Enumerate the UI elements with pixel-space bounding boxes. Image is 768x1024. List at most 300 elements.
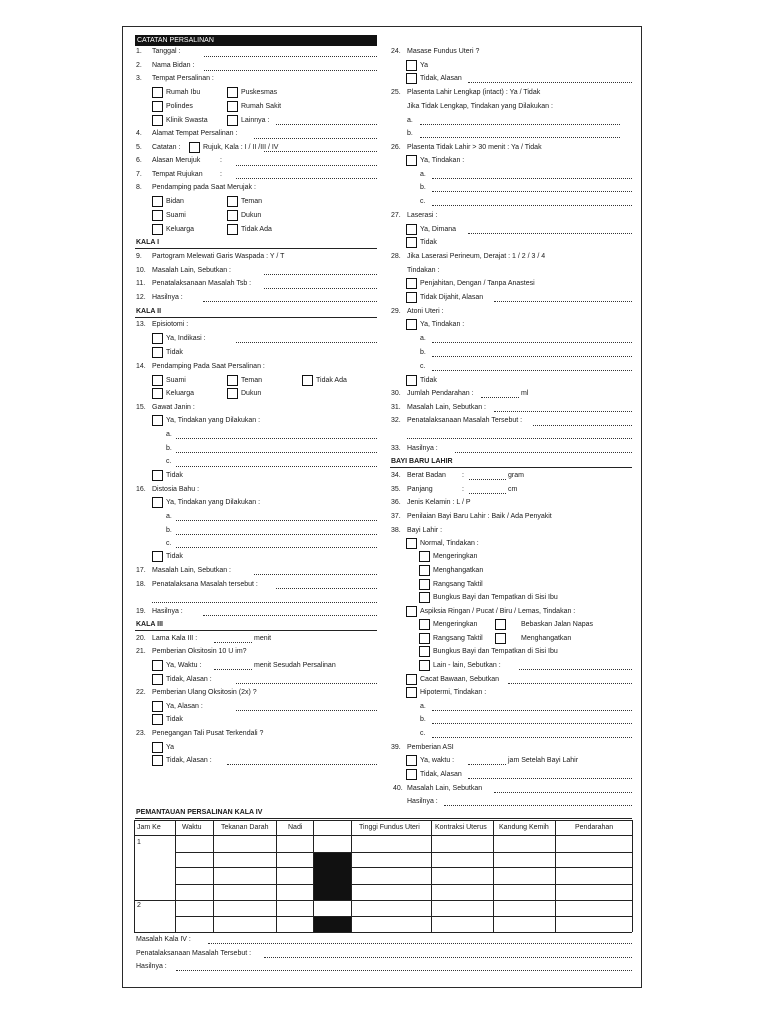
fill-line[interactable] — [176, 970, 632, 971]
form-label: Gawat Janin : — [152, 404, 195, 411]
checkbox[interactable] — [152, 333, 163, 344]
fill-line[interactable] — [264, 151, 377, 152]
form-label: a. — [166, 513, 172, 520]
checkbox[interactable] — [152, 742, 163, 753]
table-line — [175, 884, 632, 885]
form-label: Bidan — [166, 198, 184, 205]
fill-line[interactable] — [468, 764, 506, 765]
form-label: Laserasi : — [407, 212, 438, 219]
fill-line[interactable] — [469, 493, 506, 494]
fill-line[interactable] — [236, 178, 377, 179]
form-label: Atoni Uteri : — [407, 308, 444, 315]
form-label: Rangsang Taktil — [433, 635, 483, 642]
checkbox[interactable] — [495, 633, 506, 644]
form-label: 9. — [136, 253, 142, 260]
table-header: Jam Ke — [137, 824, 161, 831]
fill-line[interactable] — [432, 356, 632, 357]
checkbox[interactable] — [419, 592, 430, 603]
form-label: 30. — [391, 390, 401, 397]
fill-line[interactable] — [468, 233, 632, 234]
form-label: a. — [420, 171, 426, 178]
fill-line[interactable] — [236, 710, 377, 711]
form-label: Distosia Bahu : — [152, 486, 200, 493]
checkbox[interactable] — [406, 538, 417, 549]
table-line — [175, 852, 632, 853]
form-label: Lama Kala III : — [152, 635, 198, 642]
form-label: a. — [166, 431, 172, 438]
form-label: 37. — [391, 513, 401, 520]
form-label: : — [462, 486, 464, 493]
form-label: Teman — [241, 377, 263, 384]
form-label: gram — [508, 472, 524, 479]
form-label: 15. — [136, 404, 146, 411]
fill-line[interactable] — [494, 411, 632, 412]
form-label: Rumah Ibu — [166, 89, 201, 96]
fill-line[interactable] — [152, 602, 377, 603]
fill-line[interactable] — [227, 764, 377, 765]
checkbox[interactable] — [152, 224, 163, 235]
checkbox[interactable] — [406, 278, 417, 289]
checkbox[interactable] — [227, 196, 238, 207]
fill-line[interactable] — [519, 669, 632, 670]
table-header: Kandung Kemih — [499, 824, 549, 831]
form-label: Tidak Ada — [241, 226, 272, 233]
fill-line[interactable] — [420, 137, 620, 138]
fill-line[interactable] — [494, 792, 632, 793]
form-label: Tidak Ada — [316, 377, 347, 384]
checkbox[interactable] — [406, 237, 417, 248]
form-label: Puskesmas — [241, 89, 278, 96]
form-label: Ya, Tindakan : — [420, 321, 465, 328]
fill-line[interactable] — [203, 301, 377, 302]
form-label: Masalah Lain, Sebutkan : — [407, 404, 486, 411]
fill-line[interactable] — [432, 178, 632, 179]
form-label: Bebaskan Jalan Napas — [521, 621, 593, 628]
form-label: : — [220, 157, 222, 164]
fill-line[interactable] — [468, 82, 632, 83]
fill-line[interactable] — [276, 124, 377, 125]
form-label: Rujuk, Kala : I / II /III / IV — [203, 144, 279, 151]
checkbox[interactable] — [406, 319, 417, 330]
fill-line[interactable] — [481, 397, 519, 398]
fill-line[interactable] — [176, 466, 377, 467]
checkbox[interactable] — [227, 375, 238, 386]
checkbox[interactable] — [406, 292, 417, 303]
checkbox[interactable] — [406, 375, 417, 386]
form-label: 4. — [136, 130, 142, 137]
form-label: jam Setelah Bayi Lahir — [508, 757, 579, 764]
checkbox[interactable] — [419, 551, 430, 562]
section-heading: KALA I — [136, 239, 160, 246]
table-line — [175, 867, 632, 868]
form-label: Masase Fundus Uteri ? — [407, 48, 480, 55]
form-label: a. — [407, 117, 413, 124]
section-rule — [135, 317, 377, 318]
form-label: Penatalaksanaan Masalah Tersebut : — [407, 417, 523, 424]
fill-line[interactable] — [420, 124, 620, 125]
checkbox[interactable] — [152, 347, 163, 358]
section-heading: KALA II — [136, 308, 162, 315]
fill-line[interactable] — [203, 615, 377, 616]
form-label: 38. — [391, 527, 401, 534]
fill-line[interactable] — [264, 957, 632, 958]
form-label: c. — [420, 198, 426, 205]
checkbox[interactable] — [419, 619, 430, 630]
fill-line[interactable] — [432, 342, 632, 343]
form-label: cm — [508, 486, 518, 493]
form-label: a. — [420, 703, 426, 710]
table-line — [351, 820, 352, 932]
form-label: 31. — [391, 404, 401, 411]
form-label: Berat Badan — [407, 472, 446, 479]
fill-line[interactable] — [204, 56, 377, 57]
form-label: menit — [254, 635, 272, 642]
form-label: Ya, Tindakan yang Dilakukan : — [166, 417, 261, 424]
form-label: 5. — [136, 144, 142, 151]
form-label: 27. — [391, 212, 401, 219]
fill-line[interactable] — [214, 669, 252, 670]
form-label: Pendamping Pada Saat Persalinan : — [152, 363, 265, 370]
checkbox[interactable] — [419, 660, 430, 671]
form-label: Jenis Kelamin : L / P — [407, 499, 471, 506]
table-line — [134, 932, 632, 933]
fill-line[interactable] — [236, 165, 377, 166]
form-label: Penjahitan, Dengan / Tanpa Anastesi — [420, 280, 535, 287]
checkbox[interactable] — [227, 115, 238, 126]
table-line — [175, 900, 632, 901]
checkbox[interactable] — [406, 73, 417, 84]
form-label: Hasilnya : — [152, 608, 183, 615]
form-label: 24. — [391, 48, 401, 55]
form-label: 1. — [136, 48, 142, 55]
fill-line[interactable] — [236, 683, 377, 684]
form-label: Tidak, Alasan — [420, 771, 462, 778]
form-label: Hasilnya : — [407, 445, 438, 452]
form-label: Alamat Tempat Persalinan : — [152, 130, 238, 137]
form-label: Ya, waktu : — [420, 757, 455, 764]
form-label: Tidak — [166, 472, 183, 479]
table-header: Waktu — [182, 824, 202, 831]
fill-line[interactable] — [176, 534, 377, 535]
form-label: Tidak Dijahit, Alasan — [420, 294, 484, 301]
fill-line[interactable] — [508, 683, 632, 684]
checkbox[interactable] — [152, 714, 163, 725]
form-label: Rumah Sakit — [241, 103, 282, 110]
form-label: Pemberian Oksitosin 10 U im? — [152, 648, 247, 655]
form-label: Tidak — [420, 377, 437, 384]
form-label: Panjang — [407, 486, 433, 493]
fill-line[interactable] — [276, 588, 377, 589]
table-line — [134, 835, 632, 836]
fill-line[interactable] — [455, 452, 632, 453]
shaded-cell — [314, 853, 351, 900]
checkbox[interactable] — [152, 115, 163, 126]
table-row-label: 1 — [137, 839, 141, 846]
footer-label: Hasilnya : — [136, 963, 167, 970]
fill-line[interactable] — [176, 520, 377, 521]
section-rule — [135, 818, 632, 819]
form-label: 23. — [136, 730, 146, 737]
form-label: Rangsang Taktil — [433, 581, 483, 588]
checkbox[interactable] — [302, 375, 313, 386]
checkbox[interactable] — [152, 701, 163, 712]
section-heading: PEMANTAUAN PERSALINAN KALA IV — [136, 809, 263, 816]
checkbox[interactable] — [152, 755, 163, 766]
form-label: menit Sesudah Persalinan — [254, 662, 336, 669]
form-label: Jika Tidak Lengkap, Tindakan yang Dilakukan : — [407, 103, 553, 110]
form-label: Normal, Tindakan : — [420, 540, 479, 547]
fill-line[interactable] — [432, 737, 632, 738]
checkbox[interactable] — [152, 674, 163, 685]
form-label: Klinik Swasta — [166, 117, 208, 124]
footer-label: Penatalaksanaan Masalah Tersebut : — [136, 950, 252, 957]
form-label: Dukun — [241, 390, 262, 397]
form-label: Tidak — [420, 239, 437, 246]
form-label: c. — [166, 540, 172, 547]
form-label: Episiotomi : — [152, 321, 189, 328]
form-label: Ya, Dimana — [420, 226, 457, 233]
form-label: Penatalaksanaan Masalah Tsb : — [152, 280, 252, 287]
form-label: Catatan : — [152, 144, 181, 151]
form-label: 6. — [136, 157, 142, 164]
table-line — [175, 916, 632, 917]
form-label: Pendamping pada Saat Merujak : — [152, 184, 256, 191]
fill-line[interactable] — [236, 342, 377, 343]
form-label: Teman — [241, 198, 263, 205]
form-label: Alasan Merujuk — [152, 157, 201, 164]
checkbox[interactable] — [227, 224, 238, 235]
form-label: Hasilnya : — [407, 798, 438, 805]
form-label: Tidak — [166, 553, 183, 560]
fill-line[interactable] — [176, 547, 377, 548]
form-label: 32. — [391, 417, 401, 424]
form-label: 19. — [136, 608, 146, 615]
form-label: 39. — [391, 744, 401, 751]
form-label: Pemberian Ulang Oksitosin (2x) ? — [152, 689, 257, 696]
form-label: b. — [420, 716, 426, 723]
checkbox[interactable] — [419, 565, 430, 576]
fill-line[interactable] — [432, 191, 632, 192]
form-label: 14. — [136, 363, 146, 370]
fill-line[interactable] — [469, 479, 506, 480]
fill-line[interactable] — [533, 425, 632, 426]
fill-line[interactable] — [432, 205, 632, 206]
form-label: 36. — [391, 499, 401, 506]
form-label: 17. — [136, 567, 146, 574]
checkbox[interactable] — [419, 633, 430, 644]
fill-line[interactable] — [204, 70, 377, 71]
form-label: Dukun — [241, 212, 262, 219]
form-label: Suami — [166, 212, 186, 219]
form-label: Ya, Indikasi : — [166, 335, 206, 342]
form-label: Hasilnya : — [152, 294, 183, 301]
form-label: Bungkus Bayi dan Tempatkan di Sisi Ibu — [433, 648, 558, 655]
fill-line[interactable] — [468, 778, 632, 779]
footer-label: Masalah Kala IV : — [136, 936, 191, 943]
form-label: Polindes — [166, 103, 193, 110]
form-label: c. — [166, 458, 172, 465]
section-rule — [390, 467, 632, 468]
fill-line[interactable] — [208, 943, 632, 944]
form-label: Pemberian ASI — [407, 744, 454, 751]
form-label: Nama Bidan : — [152, 62, 195, 69]
form-label: c. — [420, 730, 426, 737]
form-label: Ya — [420, 62, 429, 69]
form-label: Menghangatkan — [433, 567, 484, 574]
table-line — [493, 820, 494, 932]
shaded-cell — [314, 917, 351, 932]
form-label: c. — [420, 363, 426, 370]
form-label: Plasenta Tidak Lahir > 30 menit : Ya / Tidak — [407, 144, 542, 151]
checkbox[interactable] — [152, 551, 163, 562]
fill-line[interactable] — [214, 642, 252, 643]
fill-line[interactable] — [254, 574, 377, 575]
form-label: Penatalaksana Masalah tersebut : — [152, 581, 258, 588]
fill-line[interactable] — [432, 370, 632, 371]
form-label: Tidak — [166, 349, 183, 356]
form-label: 33. — [391, 445, 401, 452]
checkbox[interactable] — [227, 87, 238, 98]
checkbox[interactable] — [406, 606, 417, 617]
form-label: b. — [420, 184, 426, 191]
form-label: Penegangan Tali Pusat Terkendali ? — [152, 730, 264, 737]
form-label: 26. — [391, 144, 401, 151]
fill-line[interactable] — [264, 274, 377, 275]
table-line — [555, 820, 556, 932]
fill-line[interactable] — [432, 723, 632, 724]
checkbox[interactable] — [406, 60, 417, 71]
form-label: 20. — [136, 635, 146, 642]
table-header: Nadi — [288, 824, 303, 831]
form-label: Keluarga — [166, 226, 195, 233]
checkbox[interactable] — [152, 375, 163, 386]
form-label: Plasenta Lahir Lengkap (intact) : Ya / Tidak — [407, 89, 541, 96]
checkbox[interactable] — [227, 101, 238, 112]
form-title-bar — [135, 35, 377, 46]
fill-line[interactable] — [176, 438, 377, 439]
form-label: Tempat Persalinan : — [152, 75, 214, 82]
checkbox[interactable] — [406, 224, 417, 235]
checkbox[interactable] — [419, 579, 430, 590]
section-heading: KALA III — [136, 621, 163, 628]
form-label: 34. — [391, 472, 401, 479]
table-header: Tekanan Darah — [221, 824, 269, 831]
checkbox[interactable] — [152, 101, 163, 112]
form-label: 8. — [136, 184, 142, 191]
form-label: Tidak, Alasan : — [166, 676, 212, 683]
checkbox[interactable] — [189, 142, 200, 153]
fill-line[interactable] — [407, 438, 632, 439]
form-label: a. — [420, 335, 426, 342]
checkbox[interactable] — [406, 155, 417, 166]
checkbox[interactable] — [406, 674, 417, 685]
checkbox[interactable] — [419, 646, 430, 657]
form-label: 25. — [391, 89, 401, 96]
checkbox[interactable] — [152, 415, 163, 426]
checkbox[interactable] — [227, 388, 238, 399]
checkbox[interactable] — [152, 660, 163, 671]
checkbox[interactable] — [406, 687, 417, 698]
form-label: Partogram Melewati Garis Waspada : Y / T — [152, 253, 285, 260]
fill-line[interactable] — [176, 452, 377, 453]
table-line — [213, 820, 214, 932]
checkbox[interactable] — [152, 470, 163, 481]
form-label: Bungkus Bayi dan Tempatkan di Sisi Ibu — [433, 594, 558, 601]
checkbox[interactable] — [406, 769, 417, 780]
form-label: Tidak, Alasan : — [166, 757, 212, 764]
fill-line[interactable] — [264, 288, 377, 289]
table-header: Pendarahan — [575, 824, 614, 831]
section-rule — [135, 248, 377, 249]
form-label: Ya, Waktu : — [166, 662, 202, 669]
fill-line[interactable] — [444, 805, 632, 806]
checkbox[interactable] — [495, 619, 506, 630]
form-label: Keluarga — [166, 390, 195, 397]
table-line — [431, 820, 432, 932]
form-label: Masalah Lain, Sebutkan — [407, 785, 483, 792]
table-line — [134, 820, 135, 932]
form-label: ml — [521, 390, 529, 397]
form-label: Ya, Tindakan yang Dilakukan : — [166, 499, 261, 506]
table-row-label: 2 — [137, 902, 141, 909]
form-label: Tanggal : — [152, 48, 181, 55]
checkbox[interactable] — [152, 210, 163, 221]
form-title: CATATAN PERSALINAN — [137, 37, 214, 44]
checkbox[interactable] — [152, 87, 163, 98]
form-label: b. — [166, 527, 172, 534]
form-label: 29. — [391, 308, 401, 315]
form-label: 35. — [391, 486, 401, 493]
checkbox[interactable] — [227, 210, 238, 221]
form-label: Cacat Bawaan, Sebutkan — [420, 676, 499, 683]
table-line — [276, 820, 277, 932]
table-line — [175, 820, 176, 932]
section-heading: BAYI BARU LAHIR — [391, 458, 453, 465]
form-label: Aspiksia Ringan / Pucat / Biru / Lemas, Tindakan : — [420, 608, 576, 615]
form-label: 22. — [136, 689, 146, 696]
form-label: : — [220, 171, 222, 178]
checkbox[interactable] — [406, 755, 417, 766]
form-label: Ya, Tindakan : — [420, 157, 465, 164]
checkbox[interactable] — [152, 388, 163, 399]
checkbox[interactable] — [152, 497, 163, 508]
form-label: b. — [407, 130, 413, 137]
form-label: Tindakan : — [407, 267, 440, 274]
form-label: b. — [420, 349, 426, 356]
form-label: Masalah Lain, Sebutkan : — [152, 267, 231, 274]
table-line — [632, 820, 633, 932]
form-label: Penilaian Bayi Baru Lahir : Baik / Ada Penyakit — [407, 513, 552, 520]
form-label: 3. — [136, 75, 142, 82]
form-label: Menghangatkan — [521, 635, 572, 642]
form-label: Lain - lain, Sebutkan : — [433, 662, 501, 669]
form-label: : — [462, 472, 464, 479]
fill-line[interactable] — [494, 301, 632, 302]
form-label: Suami — [166, 377, 186, 384]
form-label: Ya — [166, 744, 175, 751]
form-label: 16. — [136, 486, 146, 493]
form-label: 28. — [391, 253, 401, 260]
form-label: 13. — [136, 321, 146, 328]
form-label: 18. — [136, 581, 146, 588]
fill-line[interactable] — [254, 138, 377, 139]
form-label: 40. — [393, 785, 403, 792]
fill-line[interactable] — [432, 710, 632, 711]
table-line — [134, 820, 632, 821]
form-label: b. — [166, 445, 172, 452]
checkbox[interactable] — [152, 196, 163, 207]
form-label: 12. — [136, 294, 146, 301]
